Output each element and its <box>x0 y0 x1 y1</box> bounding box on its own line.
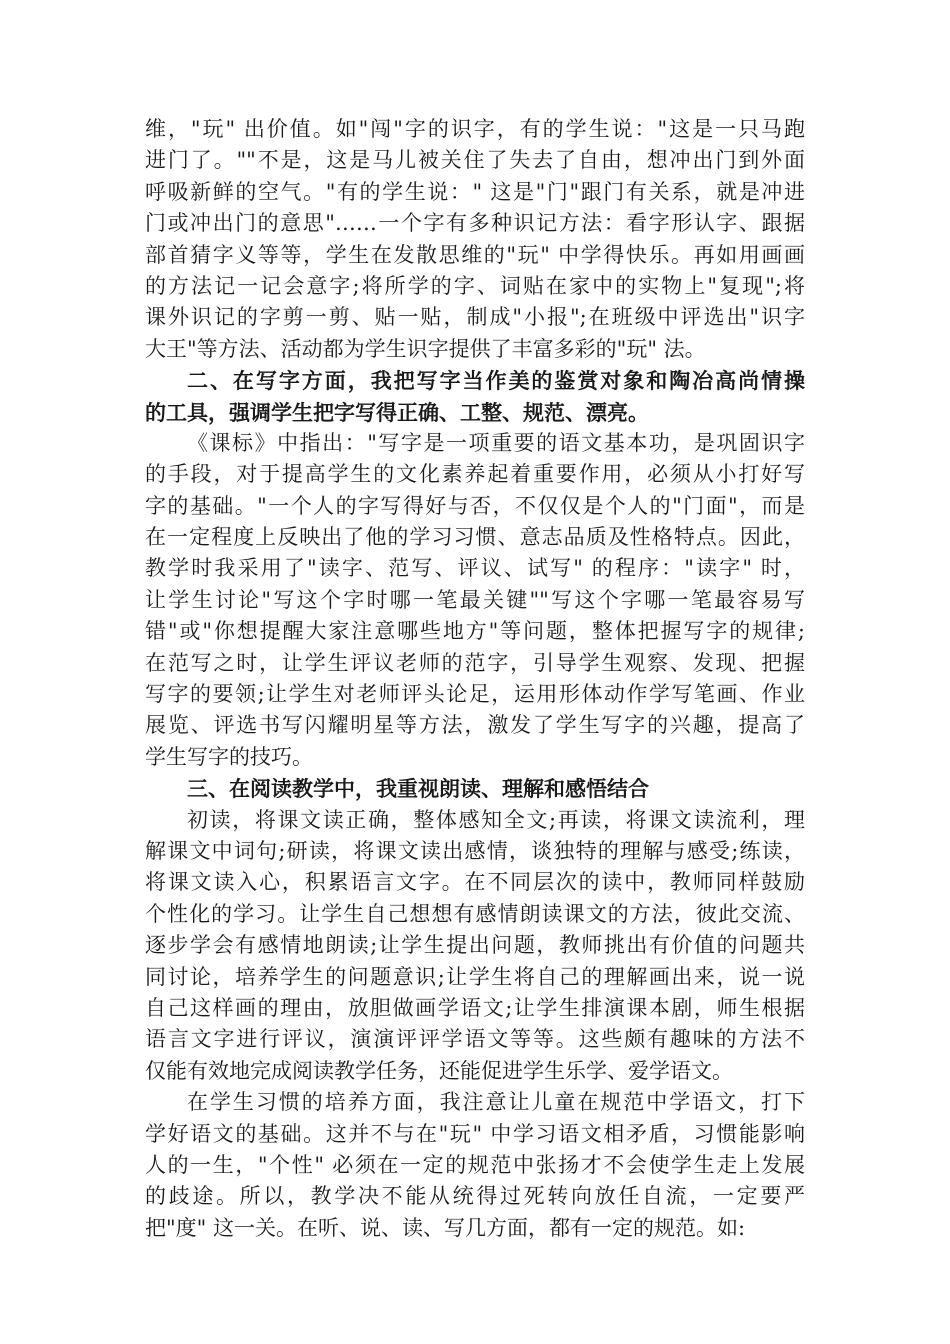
text-line: 《课标》中指出："写字是一项重要的语文基本功，是巩固识字 <box>187 430 805 455</box>
text-line: 自己这样画的理由，放胆做画学语文;让学生排演课本剧，师生根据 <box>145 995 805 1020</box>
text-line: 课外识记的字剪一剪、贴一贴，制成"小报";在班级中评选出"识字 <box>145 305 805 330</box>
text-line: 错"或"你想提醒大家注意哪些地方"等问题，整体把握写字的规律; <box>145 619 805 644</box>
body-paragraph <box>145 1087 805 1244</box>
text-line: 教学时我采用了"读字、范写、评议、试写" 的程序："读字" 时， <box>145 556 805 581</box>
text-line: 部首猜字义等等，学生在发散思维的"玩" 中学得快乐。再如用画画 <box>145 242 805 267</box>
text-line: 人的一生，"个性" 必须在一定的规范中张扬才不会使学生走上发展 <box>145 1152 805 1177</box>
body-paragraph <box>145 428 805 773</box>
text-line: 解课文中词句;研读，将课文读出感情，谈独特的理解与感受;练读， <box>145 838 805 863</box>
text-line: 仅能有效地完成阅读教学任务，还能促进学生乐学、爱学语文。 <box>145 1058 733 1083</box>
text-line: 的手段，对于提高学生的文化素养起着重要作用，必须从小打好写 <box>145 462 805 487</box>
heading-line: 二、在写字方面，我把写字当作美的鉴赏对象和陶冶高尚情操 <box>187 368 805 394</box>
text-line: 学好语文的基础。这并不与在"玩" 中学习语文相矛盾，习惯能影响 <box>145 1121 805 1146</box>
text-line: 在一定程度上反映出了他的学习习惯、意志品质及性格特点。因此， <box>145 525 805 550</box>
text-line: 展览、评选书写闪耀明星等方法，激发了学生写字的兴趣，提高了 <box>145 713 805 738</box>
text-line: 同讨论，培养学生的问题意识;让学生将自己的理解画出来，说一说 <box>145 964 805 989</box>
heading-line: 三、在阅读教学中，我重视朗读、理解和感悟结合 <box>187 776 649 802</box>
text-line: 维，"玩" 出价值。如"闯"字的识字，有的学生说："这是一只马跑 <box>145 117 805 141</box>
text-line: 将课文读入心，积累语言文字。在不同层次的读中，教师同样鼓励 <box>145 870 805 895</box>
body-paragraph <box>145 805 805 1088</box>
text-line: 的歧途。所以，教学决不能从统得过死转向放任自流，一定要严 <box>145 1184 805 1209</box>
body-paragraph <box>145 114 805 365</box>
text-line: 把"度" 这一关。在听、说、读、写几方面，都有一定的规范。如: <box>145 1215 746 1240</box>
text-line: 语言文字进行评议，演演评评学语文等等。这些颇有趣味的方法不 <box>145 1027 805 1052</box>
text-line: 字的基础。"一个人的字写得好与否，不仅仅是个人的"门面"，而是 <box>145 493 805 518</box>
text-line: 让学生讨论"写这个字时哪一笔最关键""写这个字哪一笔最容易写 <box>145 587 805 612</box>
text-line: 学生写字的技巧。 <box>145 744 313 769</box>
text-line: 呼吸新鲜的空气。"有的学生说：" 这是"门"跟门有关系，就是冲进 <box>145 179 805 204</box>
text-line: 逐步学会有感情地朗读;让学生提出问题，教师挑出有价值的问题共 <box>145 933 805 958</box>
text-line: 门或冲出门的意思"……一个字有多种识记方法：看字形认字、跟据 <box>145 211 805 236</box>
section-heading <box>145 365 805 428</box>
section-heading <box>145 773 805 804</box>
text-line: 大王"等方法、活动都为学生识字提供了丰富多彩的"玩" 法。 <box>145 336 706 361</box>
text-line: 初读，将课文读正确，整体感知全文;再读，将课文读流利，理 <box>187 807 805 832</box>
document-page <box>145 114 805 1244</box>
text-line: 在范写之时，让学生评议老师的范字，引导学生观察、发现、把握 <box>145 650 805 675</box>
text-line: 的方法记一记会意字;将所学的字、词贴在家中的实物上"复现";将 <box>145 273 805 298</box>
text-line: 在学生习惯的培养方面，我注意让儿童在规范中学语文，打下 <box>187 1090 805 1115</box>
heading-line: 的工具，强调学生把字写得正确、工整、规范、漂亮。 <box>145 399 649 425</box>
text-line: 写字的要领;让学生对老师评头论足，运用形体动作学写笔画、作业 <box>145 682 805 707</box>
text-line: 个性化的学习。让学生自己想想有感情朗读课文的方法，彼此交流、 <box>145 901 805 926</box>
text-line: 进门了。""不是，这是马儿被关住了失去了自由，想冲出门到外面 <box>145 148 805 173</box>
